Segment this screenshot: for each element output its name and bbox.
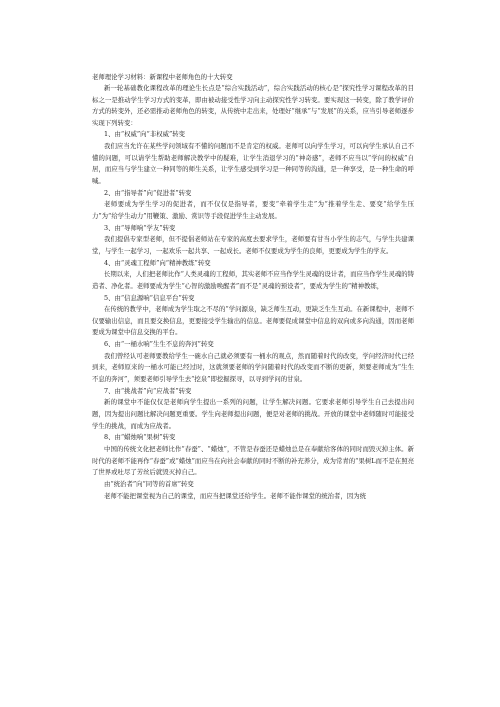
section-body-7: 新的课堂中不能仅仅是老师向学生提出一系列的问题，让学生解决问题。它要求老师引导学生自己去提出问题，因为提出问题比解决问题更重要。学生向老师提出问题，便是对老师的挑战。开放的课堂中老师随时可能接受学生的挑战，而成为应战者。 — [92, 398, 414, 430]
section-heading-8: 8、由“蜡烛响“果树”转变 — [104, 433, 176, 442]
section-heading-4: 4、由“灵魂工程师”向“精神教练”转变 — [104, 258, 211, 267]
section-body-8: 中国的传统文化把老师比作“春蚕”、“蜡烛”，不管是春蚕还是蜡烛总是在奉献给客体的同时而毁灭掉主体。新时代的老师不能再作“春蚕”或“蜡烛”而应当在向社会奉献的同时不断的补充养分，成为常青的“果树L而不是在照亮了世界或吐尽了芳丝后就毁灭掉自己。 — [92, 445, 414, 477]
document-title: 老师理论学习材料：新课程中老师角色的十大转变 — [92, 73, 233, 81]
section-heading-5: 5、由“信息源响“信息平台”转变 — [104, 293, 195, 302]
section-body-1: 我们应当允许在某些学问领域有不懂的问题而不是肯定的权威。老师可以向学生学习，可以向学生承认自己不懂的问题，可以请学生帮助老师解决教学中的疑难，让学生消退学习的“神奇感”，老师不应当以“学问的权威”自居，而应当与学生建立一种同等的师生关系，让学生感受到学习是一种同等的沟通，是一种享受，是一种生命的呼喊。 — [92, 142, 414, 185]
section-body-6: 我们曾经认可老师要教给学生一碗水自己就必须要有一桶水的观点，然而随着时代的改变，学问经济时代已经到来，老师原来的一桶水可能已经过时，这就须要老师的学问随着时代的改变而不断的更新，须要老师成为“生生不息的奔河”，须要老师引导学生去“挖泉”即挖掘探寻，以寻到学问的甘泉。 — [92, 351, 414, 384]
section-heading-3: 3、由“导师响“学友”转变 — [104, 223, 176, 232]
section-body-3: 我们提倡专家型老师，但不提倡老师站在专家的高度去要求学生，老师要有甘当小学生的志气，与学生共建课堂，与学生一起学习，一起欢乐一起共享、一起成长。老师不仅要成为学生的良师，更要成为学生的学友。 — [92, 235, 414, 255]
section-body-5: 在传统的教学中，老师成为学生取之不尽的“学问源泉，缺乏师生互动，更缺乏生生互动。在新课程中，老师不仅要输出信息，而且要交换信息，更要接受学生输出的信息。老师要促成课堂中信息的双向或多向沟通，因而老师要成为课堂中信息交换的平台。 — [92, 305, 415, 337]
section-body-4: 长期以来，人们把老师比作“人类灵魂的工程师，其实老师不应当作学生灵魂的设计者，而应当作学生灵魂的铸造者、净化者。老师要成为学生“心智的激励唤醒者”而不是“灵魂的预设者”，要成为学生的“精神教练， — [92, 270, 415, 290]
intro-paragraph: 新一轮基础教化课程改革的理论生长点是“综合实践活动”，综合实践活动的核心是“探究性学习课程改革的目标之一是推动学生学习方式的变革，即由被动接受性学习向主动探究性学习转变。要实现这一转变，除了教学评价方式的转变外，还必需推动老师角色的转变，从传统中走出来，处理好“继承”与“发展”的关系，应当引导老师逐步实现下列转变： — [92, 84, 414, 127]
section-heading-2: 2、由“指导者”向“促进者”转变 — [104, 188, 192, 197]
document-page — [92, 72, 414, 502]
section-body-9: 老师不能把课堂视为自己的课堂，而应当把课堂还给学生。老师不能作课堂的统治者，因为统 — [104, 491, 367, 500]
section-heading-9: 由“统治者”向“同等的首席”转变 — [104, 479, 194, 488]
section-heading-7: 7、由“挑战者”向“应战者”转变 — [104, 386, 192, 395]
section-heading-1: 1、由“权威”向“非权威”转变 — [104, 130, 186, 139]
section-heading-6: 6、由“一桶水响”生生不息的奔河”转变 — [104, 340, 214, 349]
section-body-2: 老师要成为学生学习的促进者，而不仅仅是指导者，要变“牵着学生走”为“推着学生走、要变“给学生压力”为“给学生动力”用鞭策、激励、赏识等手段促进学生主动发展。 — [92, 200, 414, 220]
